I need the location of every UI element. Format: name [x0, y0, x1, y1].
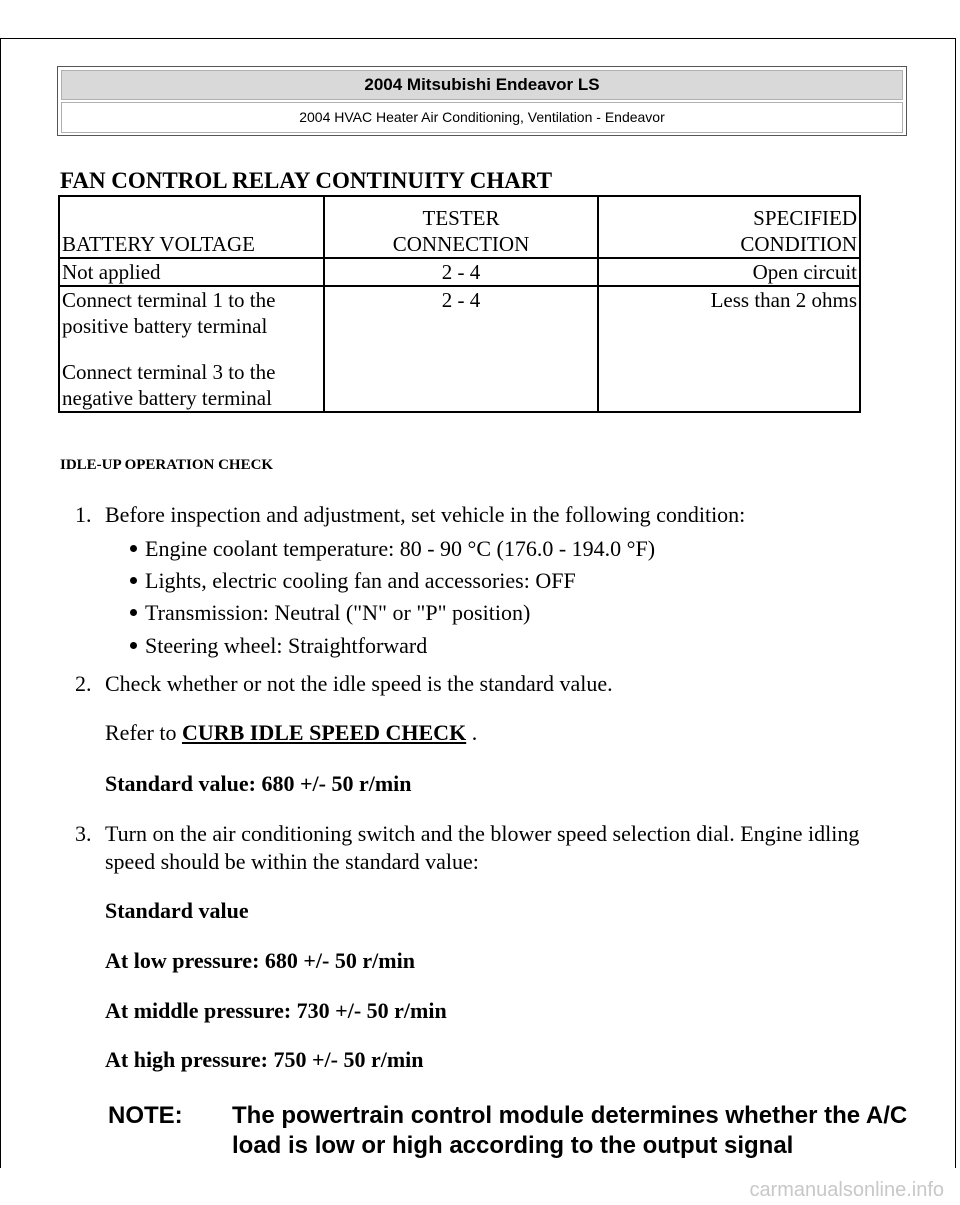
refer-paragraph — [105, 719, 477, 747]
condition-bullet — [130, 535, 655, 563]
cell-specified-condition: Less than 2 ohms — [598, 286, 860, 412]
watermark: carmanualsonline.info — [749, 1179, 944, 1201]
cell-tester-connection: 2 - 4 — [324, 286, 598, 412]
standard-value-idle: Standard value: 680 +/- 50 r/min — [105, 771, 412, 796]
cell-battery-voltage — [59, 286, 324, 412]
condition-bullet — [130, 599, 530, 627]
continuity-chart-table — [58, 195, 861, 413]
bullet-text: Lights, electric cooling fan and accessories: OFF — [145, 568, 576, 593]
cell-spacer — [62, 339, 321, 359]
standard-value-middle: At middle pressure: 730 +/- 50 r/min — [105, 998, 447, 1023]
cell-tester-connection: 2 - 4 — [324, 258, 598, 286]
cell-specified-condition: Open circuit — [598, 258, 860, 286]
step-number: 3. — [75, 821, 92, 846]
header-section: 2004 HVAC Heater Air Conditioning, Ventilation - Endeavor — [61, 102, 903, 133]
page-title: FAN CONTROL RELAY CONTINUITY CHART — [60, 168, 553, 193]
bullet-icon — [130, 545, 137, 552]
table-row — [59, 286, 860, 412]
note-label: NOTE: — [108, 1102, 183, 1129]
standard-value-heading: Standard value — [105, 898, 249, 923]
bullet-icon — [130, 642, 137, 649]
curb-idle-speed-check-link[interactable]: CURB IDLE SPEED CHECK — [181, 720, 467, 745]
note-text: The powertrain control module determines whether the A/C load is low or high according to the output signal — [232, 1102, 908, 1159]
step-text: Before inspection and adjustment, set vehicle in the following condition: — [105, 502, 746, 527]
cell-battery-voltage: Not applied — [59, 258, 324, 286]
column-header-battery-voltage: BATTERY VOLTAGE — [59, 196, 324, 258]
standard-value-low: At low pressure: 680 +/- 50 r/min — [105, 948, 415, 973]
column-header-specified-condition — [598, 196, 860, 258]
condition-bullet — [130, 632, 427, 660]
table-row — [59, 258, 860, 286]
step-number: 1. — [75, 502, 92, 527]
page-right-border — [955, 38, 956, 1168]
refer-prefix: Refer to — [105, 720, 182, 745]
specified-condition-label: SPECIFIED CONDITION — [740, 206, 857, 256]
bullet-icon — [130, 609, 137, 616]
battery-instruction-positive: Connect terminal 1 to the positive battery terminal — [62, 288, 276, 338]
page-left-border — [0, 38, 1, 1168]
tester-connection-label: TESTER CONNECTION — [392, 206, 530, 256]
bullet-text: Transmission: Neutral ("N" or "P" position) — [145, 600, 531, 625]
standard-value-high: At high pressure: 750 +/- 50 r/min — [105, 1047, 424, 1072]
header-vehicle: 2004 Mitsubishi Endeavor LS — [61, 70, 903, 100]
bullet-text: Engine coolant temperature: 80 - 90 °C (176.0 - 194.0 °F) — [145, 536, 656, 561]
table-header-row — [59, 196, 860, 258]
bullet-text: Steering wheel: Straightforward — [145, 633, 428, 658]
step-text: Check whether or not the idle speed is the standard value. — [105, 671, 613, 696]
refer-suffix: . — [466, 720, 478, 745]
page-top-border — [0, 38, 956, 39]
bullet-icon — [130, 577, 137, 584]
step-number: 2. — [75, 671, 92, 696]
column-header-tester-connection — [324, 196, 598, 258]
step-text: Turn on the air conditioning switch and the blower speed selection dial. Engine idling speed should be within the standard value: — [105, 821, 860, 874]
condition-bullet — [130, 567, 576, 595]
section-heading: IDLE-UP OPERATION CHECK — [60, 457, 274, 473]
battery-instruction-negative: Connect terminal 3 to the negative battery terminal — [62, 360, 276, 410]
document-header — [57, 66, 907, 136]
